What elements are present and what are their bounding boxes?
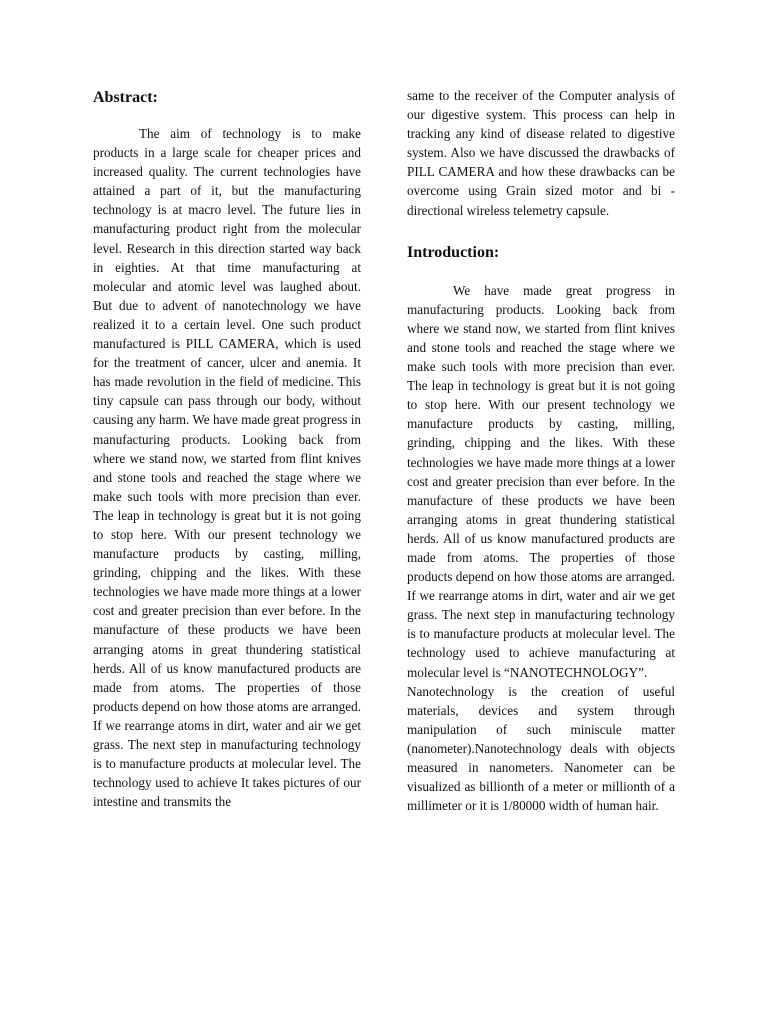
left-column [93, 86, 361, 811]
introduction-body: We have made great progress in manufacturing products. Looking back from where we stand now, we started from flint knives and stone tools and reached the stage where we make such tools with more precision than ever. The leap in technology is great but it is not going to stop here. With our present technology we manufacture products by casting, milling, grinding, chipping and the likes. With these technologies we have made more things at a lower cost and greater precision than ever before. In the manufacture of these products we have been arranging atoms in great thundering statistical herds. All of us know manufactured products are made from atoms. The properties of those products depend on how those atoms are arranged. If we rearrange atoms in dirt, water and air we get grass. The next step in manufacturing technology is to manufacture products at molecular level. The technology used to achieve manufacturing at molecular level is “NANOTECHNOLOGY”. [407, 282, 675, 680]
right-column [407, 86, 675, 815]
introduction-body-2: Nanotechnology is the creation of useful materials, devices and system through manipulation of such miniscule matter (nanometer).Nanotechnology deals with objects measured in nanometers. Nanometer can be visualized as billionth of a meter or millionth of a millimeter or it is 1/80000 width of human hair. [407, 683, 675, 814]
abstract-body: The aim of technology is to make products in a large scale for cheaper prices and increased quality. The current technologies have attained a part of it, but the manufacturing technology is at macro level. The future lies in manufacturing product right from the molecular level. Research in this direction started way back in eighties. At that time manufacturing at molecular and atomic level was laughed about. But due to advent of nanotechnology we have realized it to a certain level. One such product manufactured is PILL CAMERA, which is used for the treatment of cancer, ulcer and anemia. It has made revolution in the field of medicine. This tiny capsule can pass through our body, without causing any harm. We have made great progress in manufacturing products. Looking back from where we stand now, we started from flint knives and stone tools and reached the stage where we make such tools with more precision than ever. The leap in technology is great but it is not going to stop here. With our present technology we manufacture products by casting, milling, grinding, chipping and the likes. With these technologies we have made more things at a lower cost and greater precision than ever before. In the manufacture of these products we have been arranging atoms in great thundering statistical herds. All of us know manufactured products are made from atoms. The properties of those products depend on how those atoms are arranged. If we rearrange atoms in dirt, water and air we get grass. The next step in manufacturing technology is to manufacture products at molecular level. The technology used to achieve It takes pictures of our intestine and transmits the [93, 126, 361, 810]
abstract-continuation: same to the receiver of the Computer analysis of our digestive system. This process can help in tracking any kind of disease related to digestive system. Also we have discussed the drawbacks of PILL CAMERA and how these drawbacks can be overcome using Grain sized motor and bi -directional wireless telemetry capsule. [407, 88, 675, 218]
introduction-heading: Introduction: [407, 243, 500, 261]
abstract-heading: Abstract: [93, 89, 158, 106]
